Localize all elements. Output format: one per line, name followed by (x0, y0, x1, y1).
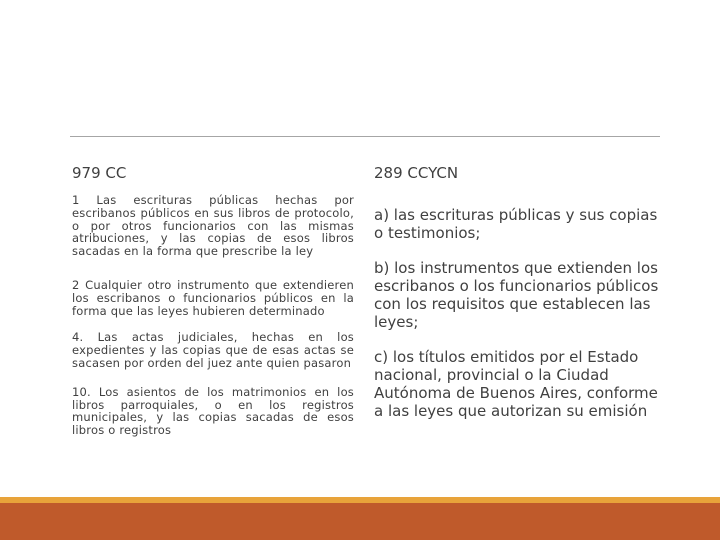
right-paragraph-c: c) los títulos emitidos por el Estado nacional, provincial o la Ciudad Autónoma de Buenos Aires, conforme a las leyes que autorizan su emisión (374, 348, 658, 420)
right-paragraph-a: a) las escrituras públicas y sus copias o testimonios; (374, 206, 658, 242)
left-paragraph-1: 1 Las escrituras públicas hechas por escribanos públicos en sus libros de protocolo, o por otros funcionarios con las mismas atribuciones, y las copias de esos libros sacadas en la forma que prescribe la ley (72, 193, 354, 259)
top-divider-line (70, 136, 660, 137)
footer-bar (0, 503, 720, 540)
left-paragraph-4: 4. Las actas judiciales, hechas en los expedientes y las copias que de esas actas se sacasen por orden del juez ante quien pasaron (72, 330, 354, 370)
left-paragraph-2: 2 Cualquier otro instrumento que extendieren los escribanos o funcionarios públicos en la forma que las leyes hubieren determinado (72, 277, 354, 318)
right-column-289-ccycn (374, 163, 664, 420)
left-paragraph-10: 10. Los asientos de los matrimonios en los libros parroquiales, o en los registros municipales, y las copias sacadas de esos libros o registros (72, 384, 354, 438)
left-column-heading: 979 CC (72, 164, 127, 182)
right-column-heading: 289 CCYCN (374, 164, 459, 182)
right-paragraph-b: b) los instrumentos que extienden los escribanos o los funcionarios públicos con los requisitos que establecen las leyes; (374, 259, 659, 331)
left-column-979-cc (72, 163, 354, 437)
